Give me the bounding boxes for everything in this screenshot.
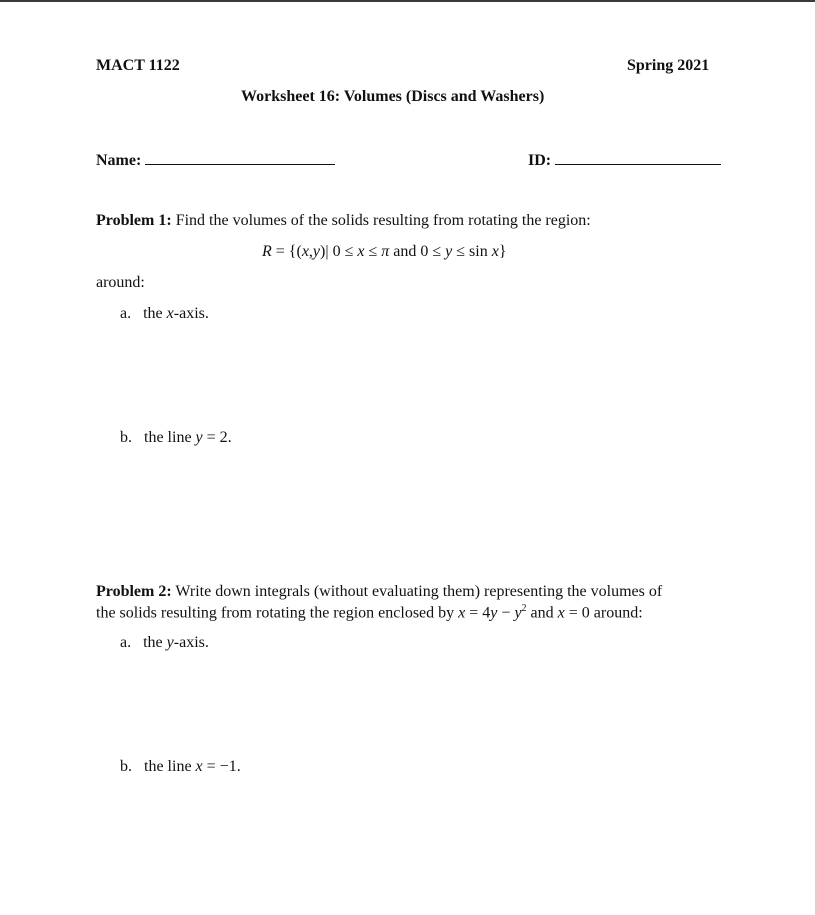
name-label: Name: [96,152,142,169]
problem1-around: around: [96,274,145,291]
page-top-border [0,0,817,2]
problem2-part-b: b. the line x = −1. [120,758,241,775]
term: Spring 2021 [627,57,710,74]
problem1-label: Problem 1: [96,212,172,229]
problem1-statement [96,212,591,230]
course-code: MACT 1122 [96,57,180,74]
name-blank[interactable] [145,150,335,165]
problem1-region-equation: R = {(x,y)| 0 ≤ x ≤ π and 0 ≤ y ≤ sin x} [262,243,507,260]
problem1-text: Find the volumes of the solids resulting from rotating the region: [175,212,591,229]
problem2-label: Problem 2: [96,583,172,600]
id-field [528,150,721,170]
problem1-part-b: b. the line y = 2. [120,429,232,446]
problem2-statement-line1: Problem 2: Write down integrals (without evaluating them) representing the volumes of [96,583,663,600]
id-blank[interactable] [555,150,721,165]
problem1-part-a: a. the x-axis. [120,305,209,322]
name-field [96,150,335,170]
problem2-part-a: a. the y-axis. [120,634,209,651]
id-label: ID: [528,152,552,169]
problem2-statement-line2: the solids resulting from rotating the region enclosed by $x = 4y - y^2$ and x = 0 around: [96,603,643,622]
worksheet-title: Worksheet 16: Volumes (Discs and Washers) [241,88,545,105]
